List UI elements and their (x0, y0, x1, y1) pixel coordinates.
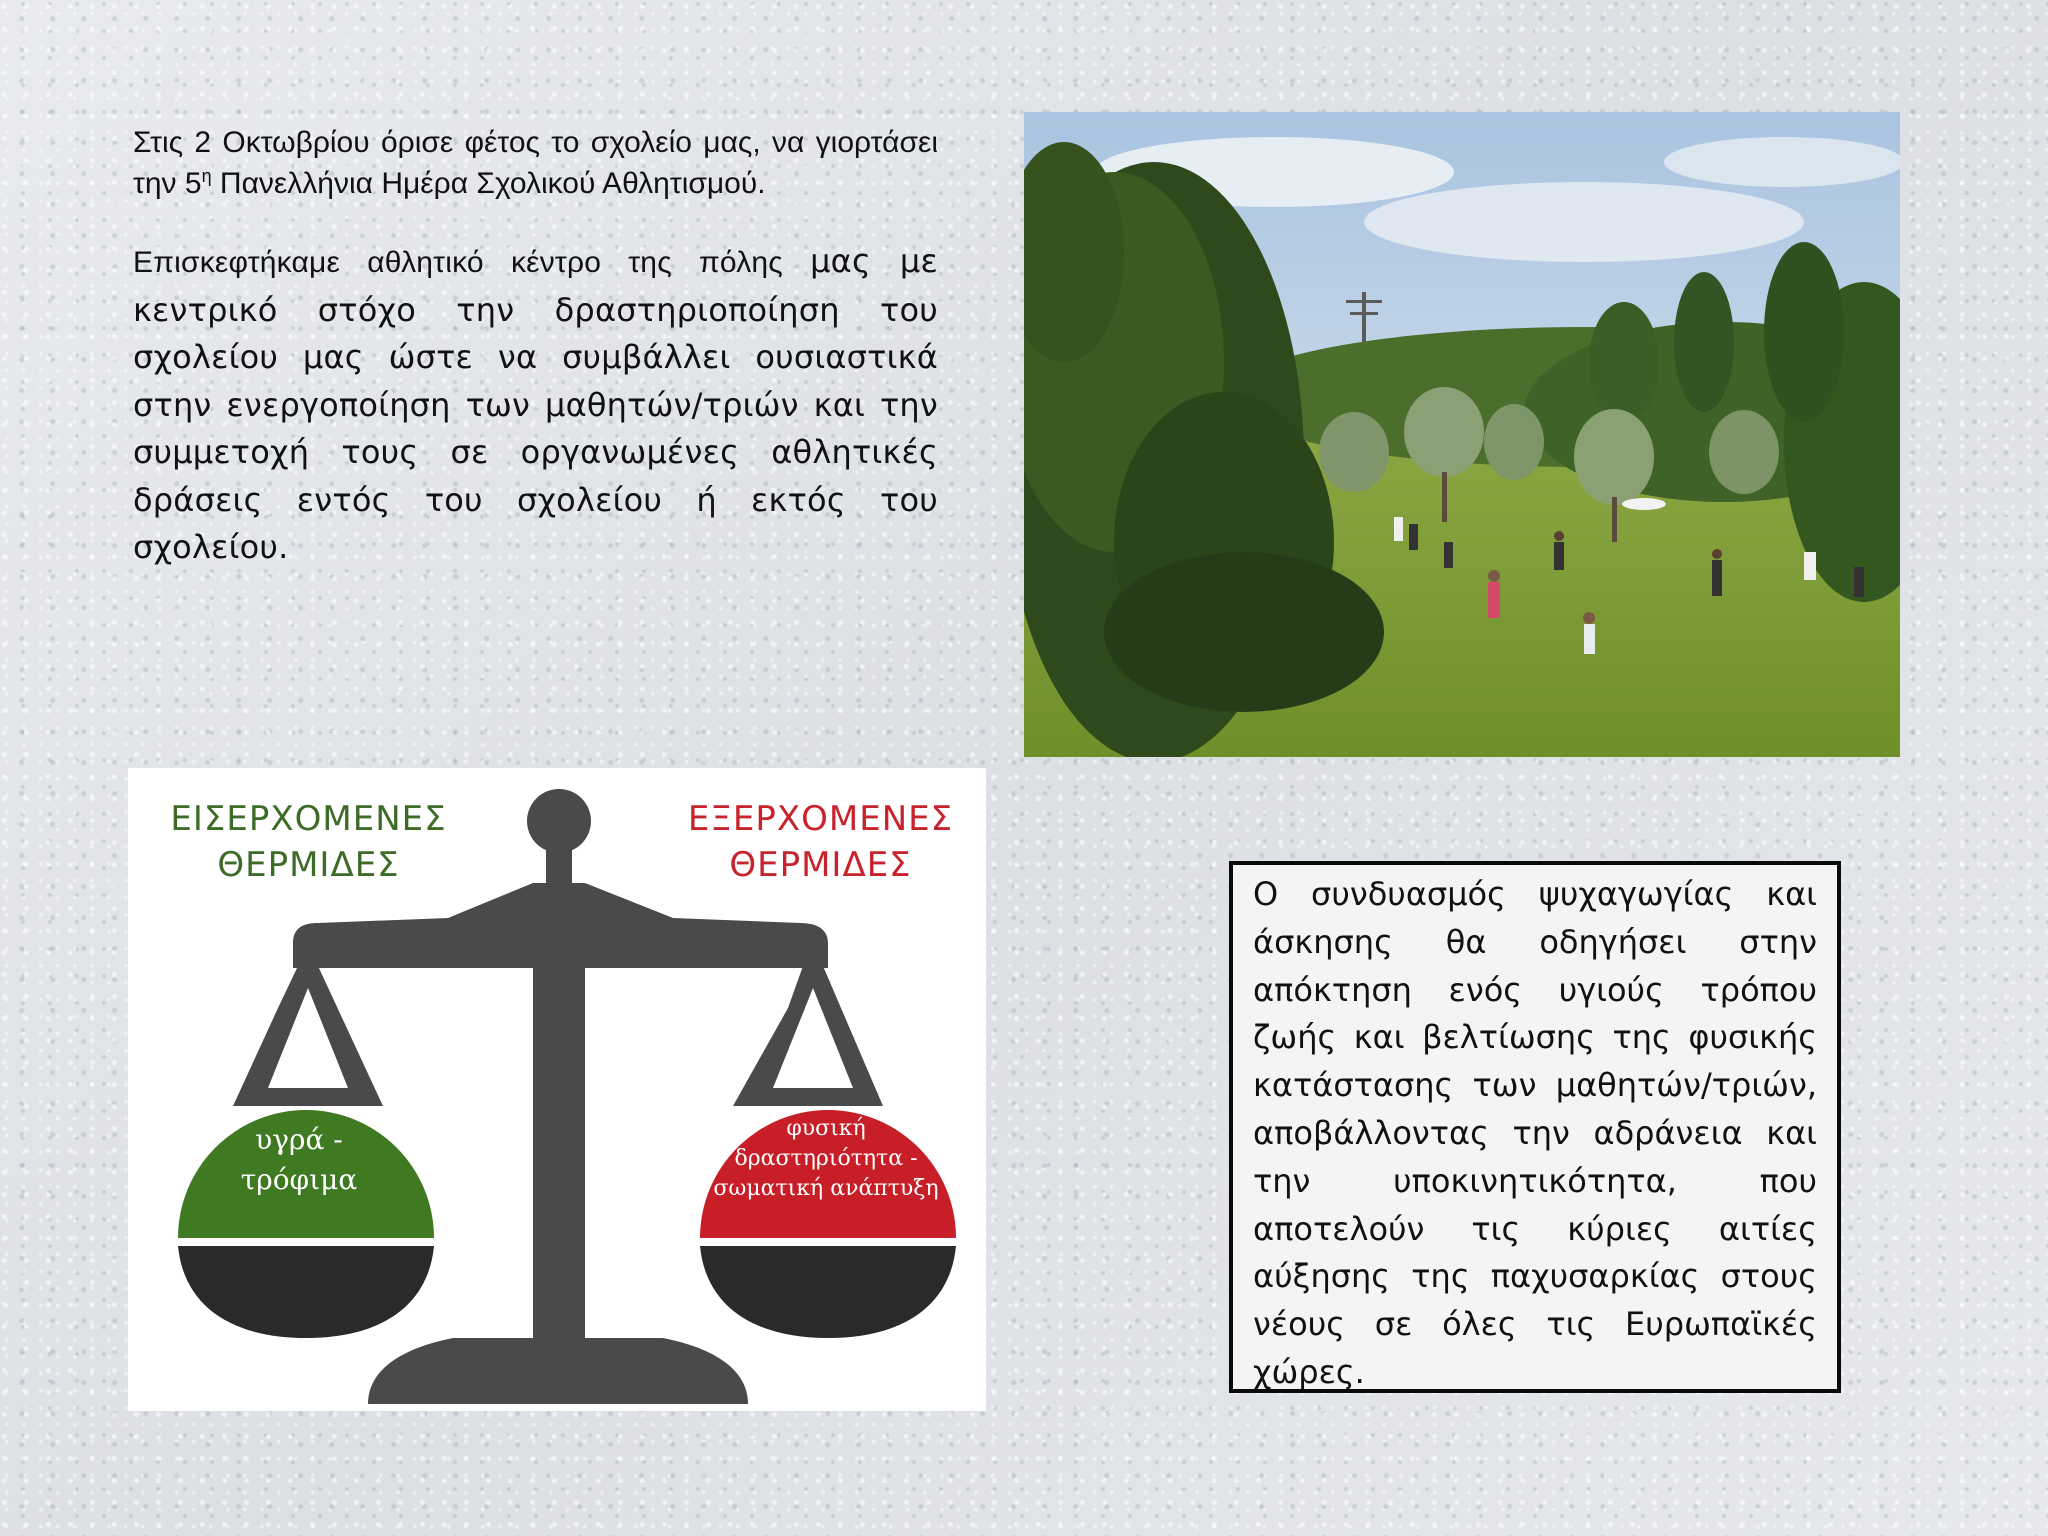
calorie-balance-graphic (128, 768, 986, 1411)
scale-beam (293, 883, 828, 968)
intro-text-block (133, 122, 938, 572)
intro-paragraph (133, 122, 938, 204)
left-pan-dark (178, 1246, 434, 1338)
scale-base (368, 1338, 748, 1404)
right-pan-dark (700, 1246, 956, 1338)
scale-stand (533, 913, 585, 1343)
right-pan-label: φυσική δραστηριότητα - σωματική ανάπτυξη (713, 1116, 939, 1201)
intro-text-end: Πανελλήνια Ημέρα Σχολικού Αθλητισμού. (211, 167, 766, 200)
visit-text-lead: Επισκεφτήκαμε αθλητικό κέντρο της πόλης (133, 246, 811, 279)
sports-center-photo (1024, 112, 1900, 757)
conclusion-text: Ο συνδυασμός ψυχαγωγίας και άσκησης θα οδηγήσει στην απόκτηση ενός υγιούς τρόπου ζωής και βελτίωσης της φυσικής κατάστασης των μαθητών/τριών, αποβάλλοντας την αδράνεια και την υποκινητικότητα, που αποτελούν τις κύριες αιτίες αύξησης της παχυσαρκίας στους νέους σε όλες τις Ευρωπαϊκές χώρες. (1253, 875, 1817, 1391)
conclusion-box (1229, 861, 1841, 1393)
visit-text-rest: μας με κεντρικό στόχο την δραστηριοποίηση του σχολείου μας ώστε να συμβάλλει ουσιαστικά στην ενεργοποίηση των μαθητών/τριών και την συμμετοχή τους σε οργανωμένες αθλητικές δράσεις εντός του σχολείου ή εκτός του σχολείου. (133, 242, 938, 566)
visit-paragraph (133, 238, 938, 572)
intro-text-start: Στις 2 Οκτωβρίου όρισε φέτος το σχολείο μας, να γιορτάσει την 5 (133, 126, 938, 200)
outgoing-calories-title: ΕΞΕΡΧΟΜΕΝΕΣ ΘΕΡΜΙΔΕΣ (687, 799, 954, 885)
incoming-calories-title: ΕΙΣΕΡΧΟΜΕΝΕΣ ΘΕΡΜΙΔΕΣ (170, 799, 447, 885)
left-pan-label: υγρά - τρόφιμα (240, 1123, 358, 1196)
intro-superscript: η (201, 166, 212, 186)
scale-knob (527, 789, 591, 853)
